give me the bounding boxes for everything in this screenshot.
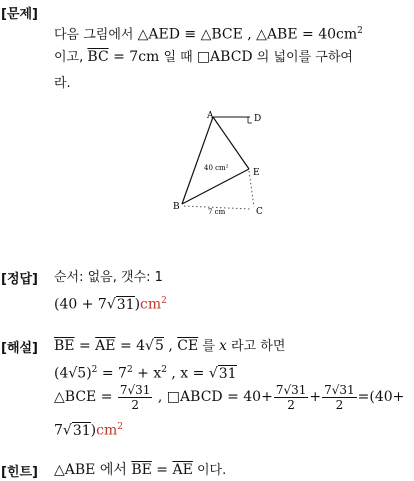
- problem-math: □ABCD: [196, 49, 253, 65]
- solution-math: = 7: [97, 365, 127, 382]
- answer-unit-sup: 2: [161, 296, 167, 306]
- answer-unit: cm: [140, 296, 162, 313]
- solution-math: +: [309, 389, 322, 405]
- problem-line-2: [54, 48, 353, 67]
- hint-label: [힌트]: [1, 465, 38, 480]
- solution-sqrt: √31: [208, 365, 237, 382]
- solution-math: 7: [54, 422, 63, 439]
- solution-sup: 2: [126, 365, 133, 375]
- solution-line-4: [54, 418, 123, 440]
- problem-label: [문제]: [1, 7, 38, 22]
- point-e-label: E: [253, 168, 260, 178]
- solution-math: =(40+: [357, 389, 405, 405]
- problem-text: 라.: [54, 76, 71, 91]
- problem-sup: 2: [357, 26, 363, 36]
- point-c-label: C: [256, 207, 263, 217]
- solution-unit: cm: [96, 422, 118, 439]
- geometry-figure: [170, 108, 270, 220]
- hint-line: [54, 461, 226, 480]
- answer-value: [54, 292, 167, 314]
- hint-math: =: [151, 462, 173, 478]
- hint-text: 이다.: [192, 463, 227, 478]
- segment-ab: [182, 117, 213, 204]
- solution-line-3: [54, 382, 404, 412]
- fraction: $\frac{7√31}{2}$: [119, 382, 151, 412]
- point-a-label: A: [207, 111, 214, 121]
- solution-math: (4√5): [54, 365, 92, 382]
- fraction: $\frac{7√31}{2}$: [275, 382, 307, 412]
- answer-sqrt: √31: [106, 296, 135, 313]
- problem-text: 다음 그림에서: [54, 27, 138, 43]
- solution-label: [해설]: [1, 341, 38, 356]
- solution-math: = 4: [115, 338, 146, 354]
- answer-label: [정답]: [1, 272, 38, 287]
- problem-text: 일 때: [159, 50, 197, 65]
- segment-ae: $\overline{AE}$: [172, 462, 193, 478]
- solution-math: =: [74, 338, 96, 354]
- problem-math: = 7cm: [108, 49, 160, 65]
- solution-math: , □ABCD = 40+: [153, 389, 273, 405]
- segment-be: $\overline{BE}$: [54, 338, 75, 354]
- answer-meta: [54, 268, 163, 287]
- solution-sup: 2: [161, 365, 167, 375]
- solution-text: 라고 하면: [226, 339, 286, 354]
- answer-math: ): [134, 296, 141, 313]
- solution-math: + x: [132, 365, 162, 382]
- point-b-label: B: [173, 202, 180, 212]
- solution-line-1: [54, 337, 285, 356]
- segment-ce: $\overline{CE}$: [177, 338, 199, 354]
- answer-meta-text: 순서: 없음, 갯수: 1: [54, 270, 163, 285]
- solution-math: ): [90, 422, 97, 439]
- answer-math: (40 + 7: [54, 296, 107, 313]
- problem-line-1: [54, 22, 363, 45]
- area-label: 40 cm²: [204, 164, 229, 172]
- bc-length-label: 7 cm: [208, 208, 226, 216]
- solution-line-2: [54, 361, 237, 383]
- solution-var: x: [219, 338, 227, 354]
- solution-sqrt: √31: [62, 422, 91, 439]
- solution-math: , x =: [166, 365, 209, 382]
- segment-ae: [213, 117, 249, 169]
- segment-bc: $\overline{BC}$: [87, 49, 109, 65]
- problem-text: 의 넓이를 구하여: [252, 50, 353, 65]
- segment-be: $\overline{BE}$: [131, 462, 152, 478]
- solution-sqrt: √5: [145, 338, 164, 354]
- solution-unit-sup: 2: [117, 422, 123, 432]
- problem-math: △AED ≡ △BCE , △ABE = 40cm: [137, 26, 358, 43]
- point-d-label: D: [254, 114, 262, 124]
- problem-text: 이고,: [54, 50, 88, 65]
- solution-math: ,: [163, 338, 178, 354]
- solution-text: 를: [198, 339, 220, 354]
- problem-line-3: [54, 74, 71, 93]
- segment-ae: $\overline{AE}$: [95, 338, 116, 354]
- solution-sup: 2: [91, 365, 98, 375]
- hint-text: △ABE 에서: [54, 462, 132, 478]
- solution-math: △BCE =: [54, 389, 117, 405]
- fraction: $\frac{7√31}{2}$: [324, 382, 355, 412]
